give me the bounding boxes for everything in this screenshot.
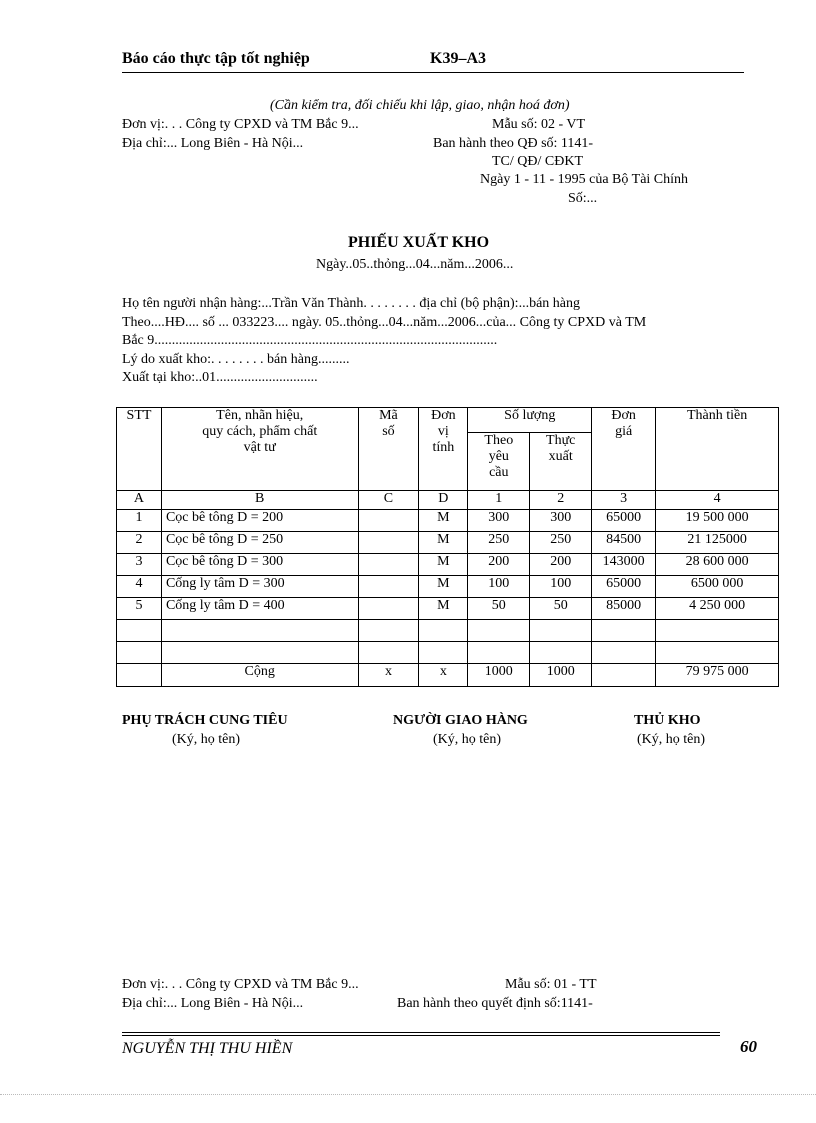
signature-title-supply: PHỤ TRÁCH CUNG TIÊU [122,713,288,728]
bottom-form-number: Mẫu số: 01 - TT [505,977,597,992]
check-note: (Cần kiểm tra, đối chiếu khi lập, giao, nhận hoá đơn) [270,98,570,113]
cell-code [358,554,419,576]
cell-qty-req: 100 [468,576,530,598]
voucher-number: Số:... [568,191,598,206]
address-line: Địa chỉ:... Long Biên - Hà Nội... [122,136,304,151]
bottom-unit-line: Đơn vị:. . . Công ty CPXD và TM Bắc 9... [122,977,359,992]
table-row [117,510,779,532]
table-row [117,532,779,554]
cell-unit: M [419,532,468,554]
header-name-l3: vật tư [243,440,276,455]
page-edge [0,1094,816,1095]
header-amount: Thành tiền [656,408,779,491]
reference-line: Theo....HĐ.... số ... 033223.... ngày. 05..thỏng...04...năm...2006...của... Công ty CPXD và TM [122,315,647,330]
header-qty-req-l1: Theo [484,433,514,448]
reference-line-cont: Bắc 9.................................................................................................. [122,333,498,348]
cell-stt: 4 [117,576,162,598]
cell-unit: M [419,576,468,598]
cell-unit: M [419,510,468,532]
unit-line: Đơn vị:. . . Công ty CPXD và TM Bắc 9... [122,117,359,132]
cell-price: 84500 [592,532,656,554]
header-unit-l2: vị [437,424,449,439]
cell-qty-req: 250 [468,532,530,554]
cell-code [358,532,419,554]
cell-amount: 21 125000 [656,532,779,554]
recipient-line: Họ tên người nhận hàng:...Trần Văn Thành. . . . . . . . địa chỉ (bộ phận):...bán hàng [122,296,580,311]
report-title: Báo cáo thực tập tốt nghiệp [122,50,310,67]
cell-amount: 28 600 000 [656,554,779,576]
bottom-issued-by: Ban hành theo quyết định số:1141- [397,996,593,1011]
empty-row [117,642,779,664]
stock-table [116,407,779,687]
export-reason: Lý do xuất kho:. . . . . . . . bán hàng......... [122,352,350,367]
cell-unit: M [419,598,468,620]
cell-qty-act: 300 [530,510,592,532]
decision-code: TC/ QĐ/ CĐKT [492,154,583,169]
total-row [117,664,779,687]
footer-rule [122,1032,720,1033]
table-header-row [117,408,779,433]
form-number: Mẫu số: 02 - VT [492,117,586,132]
cell-code [358,576,419,598]
signature-title-storekeeper: THỦ KHO [634,713,701,728]
header-price [592,408,656,491]
total-label: Cộng [161,664,358,687]
table-row [117,598,779,620]
col-letter: 3 [592,491,656,510]
author-name: NGUYỄN THỊ THU HIỀN [122,1040,293,1057]
cell-name: Cọc bê tông D = 250 [161,532,358,554]
signature-title-deliverer: NGƯỜI GIAO HÀNG [393,713,528,728]
header-code [358,408,419,491]
cell-qty-req: 200 [468,554,530,576]
cell-price: 143000 [592,554,656,576]
header-unit-l3: tính [432,440,455,455]
export-warehouse: Xuất tại kho:..01............................. [122,370,318,385]
header-qty-act-l2: xuất [548,449,573,464]
header-unit [419,408,468,491]
signature-note-deliverer: (Ký, họ tên) [433,732,502,747]
header-code-l2: số [382,424,395,439]
column-letter-row [117,491,779,510]
col-letter: A [117,491,162,510]
header-price-l1: Đơn [611,408,636,423]
ministry-date: Ngày 1 - 11 - 1995 của Bộ Tài Chính [480,172,689,187]
cell-name: Cống ly tâm D = 300 [161,576,358,598]
col-letter: D [419,491,468,510]
col-letter: 1 [468,491,530,510]
page-number: 60 [740,1037,757,1056]
header-unit-l1: Đơn [431,408,456,423]
cell-qty-req: 300 [468,510,530,532]
cell-price: 65000 [592,510,656,532]
header-stt: STT [117,408,162,491]
header-qty-req-l2: yêu [488,449,509,464]
total-price [592,664,656,687]
cell-qty-act: 200 [530,554,592,576]
header-name-l2: quy cách, phẩm chất [202,424,318,439]
header-qty-req-l3: cầu [489,465,509,480]
empty-row [117,620,779,642]
cell-amount: 19 500 000 [656,510,779,532]
cell-name: Cống ly tâm D = 400 [161,598,358,620]
cell-stt: 1 [117,510,162,532]
col-letter: B [161,491,358,510]
cell-stt: 5 [117,598,162,620]
footer-rule [122,1035,720,1036]
cell-qty-act: 250 [530,532,592,554]
cell-name: Cọc bê tông D = 300 [161,554,358,576]
header-qty-act-l1: Thực [546,433,576,448]
cell-code [358,510,419,532]
cell-unit: M [419,554,468,576]
col-letter: 4 [656,491,779,510]
table-row [117,554,779,576]
issued-by: Ban hành theo QĐ số: 1141- [433,136,594,151]
header-name [161,408,358,491]
class-code: K39–A3 [430,50,486,67]
cell-amount: 4 250 000 [656,598,779,620]
cell-stt: 2 [117,532,162,554]
total-unit: x [419,664,468,687]
header-price-l2: giá [615,424,633,439]
cell-price: 85000 [592,598,656,620]
total-qty-act: 1000 [530,664,592,687]
cell-qty-act: 50 [530,598,592,620]
header-qty-requested [468,433,530,491]
col-letter: C [358,491,419,510]
table-row [117,576,779,598]
col-letter: 2 [530,491,592,510]
header-rule [122,72,744,73]
header-code-l1: Mã [379,408,398,423]
cell-amount: 6500 000 [656,576,779,598]
signature-note-supply: (Ký, họ tên) [172,732,241,747]
header-quantity: Số lượng [468,408,592,433]
header-name-l1: Tên, nhãn hiệu, [216,408,304,423]
cell-stt: 3 [117,554,162,576]
signature-note-storekeeper: (Ký, họ tên) [637,732,706,747]
bottom-address-line: Địa chỉ:... Long Biên - Hà Nội... [122,996,304,1011]
total-qty-req: 1000 [468,664,530,687]
header-qty-actual [530,433,592,491]
cell-name: Cọc bê tông D = 200 [161,510,358,532]
cell-qty-act: 100 [530,576,592,598]
total-code: x [358,664,419,687]
cell-price: 65000 [592,576,656,598]
total-amount: 79 975 000 [656,664,779,687]
cell-qty-req: 50 [468,598,530,620]
cell-code [358,598,419,620]
voucher-title: PHIẾU XUẤT KHO [348,234,490,251]
voucher-date: Ngày..05..thỏng...04...năm...2006... [316,257,514,272]
